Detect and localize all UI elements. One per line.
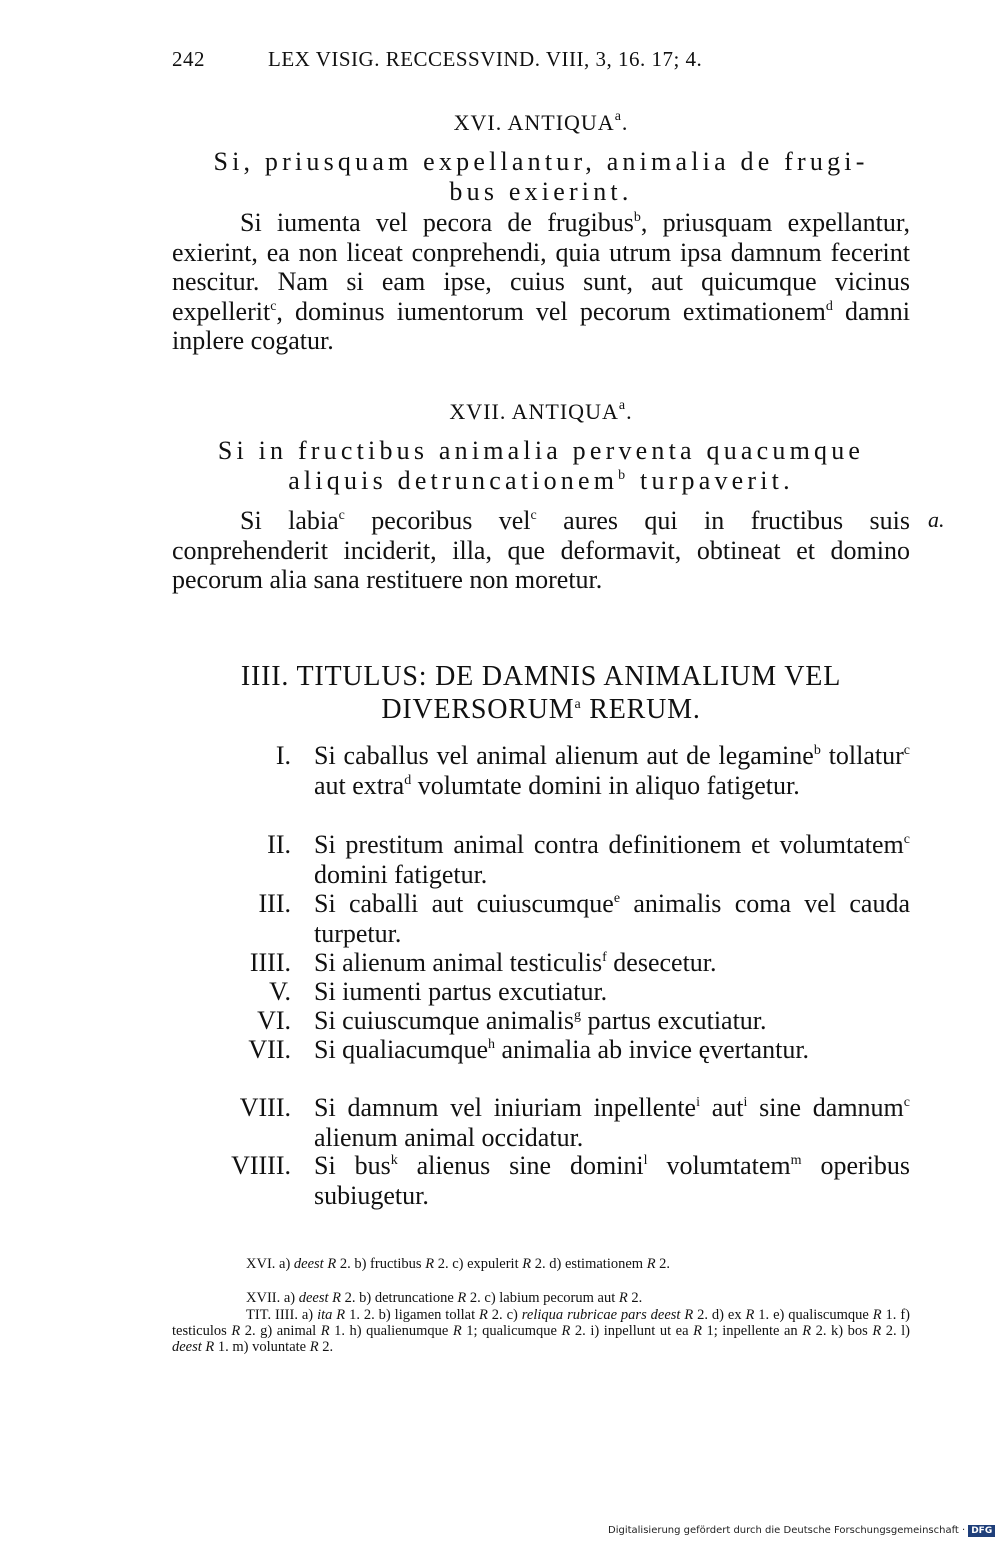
- credit-text: Digitalisierung gefördert durch die Deutsche Forschungsgemeinschaft ·: [608, 1525, 966, 1536]
- chapter-17-heading: XVII. ANTIQUA$^a$.: [449, 398, 633, 424]
- chapter-16-text: Si iumenta vel pecora de frugibus$^b$, priusquam expellantur, exierint, ea non liceat conprehendi, quia utrum ipsa damnum fecerint nescitur. Nam si eam ipse, cuius sunt, aut quicumque vicinus expellerit$^c$, dominus iumentorum vel pecorum extimationem$^d$ damni inplere cogatur.: [172, 208, 910, 355]
- running-title: LEX VISIG. RECCESSVIND. VIII, 3, 16. 17; 4.: [268, 47, 703, 71]
- margin-note: a.: [928, 507, 945, 532]
- chapter-17-rubric: Si in fructibus animalia perventa quacumque aliquis detruncationem$^b$ turpaverit.: [217, 436, 865, 495]
- chapter-16-heading: XVI. ANTIQUA$^a$.: [453, 109, 629, 135]
- digitization-credit: [608, 1525, 995, 1537]
- footnote-17: XVII. a) deest R 2. b) detruncatione R 2. c) labium pecorum aut R 2.: [246, 1290, 643, 1306]
- chapter-17-text: Si labia$^c$ pecoribus vel$^c$ aures qui in fructibus suis conprehenderit inciderit, illa, que deformavit, obtineat et domino pecorum alia sana restituere non moretur.: [172, 506, 910, 594]
- dfg-logo: DFG: [968, 1525, 995, 1537]
- footnote-titulus: TIT. IIII. a) ita R 1. 2. b) ligamen tollat R 2. c) reliqua rubricae pars deest R 2. d) ex R 1. e) qualiscumque R 1. f) testiculos R 2. g) animal R 1. h) qualienumque R 1; qualicumque R 2. i) inpellunt ut ea R 1; inpellente an R 2. k) bos R 2. l) deest R 1. m) voluntate R 2.: [172, 1307, 911, 1355]
- titulus-heading: IIII. TITULUS: DE DAMNIS ANIMALIUM VEL DIVERSORUM$^a$ RERUM.: [240, 661, 842, 725]
- chapter-16-rubric: Si, priusquam expellantur, animalia de frugi- bus exierint.: [213, 147, 869, 206]
- footnote-16: XVI. a) deest R 2. b) fructibus R 2. c) expulerit R 2. d) estimationem R 2.: [246, 1256, 671, 1272]
- page-number: 242: [172, 47, 205, 71]
